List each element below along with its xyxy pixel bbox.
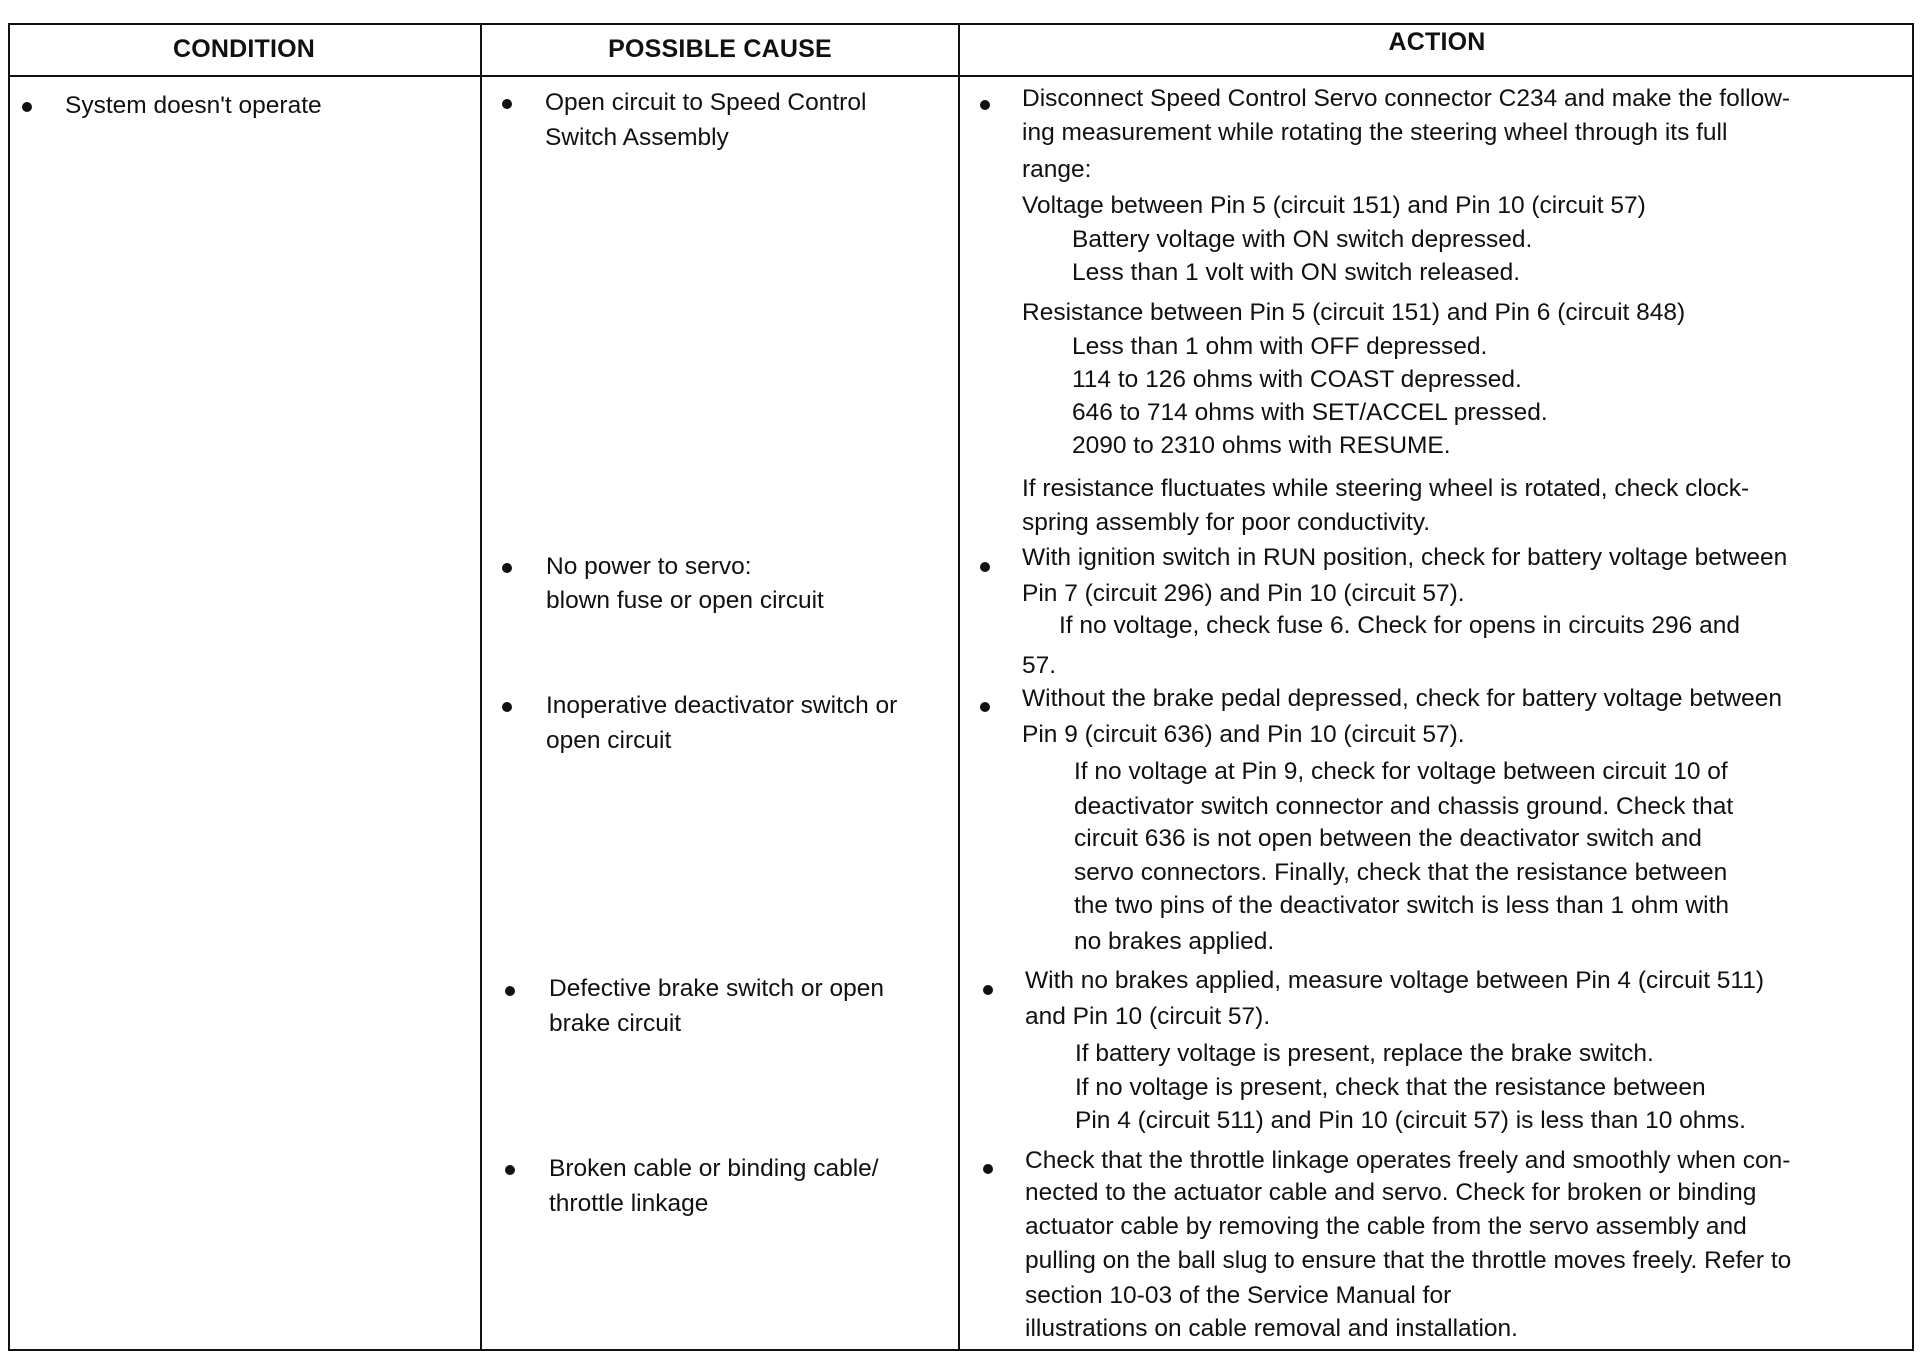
bullet-icon xyxy=(983,1164,993,1174)
cause-line: Inoperative deactivator switch or xyxy=(546,692,898,719)
cause-line: No power to servo: xyxy=(546,553,752,580)
cause-line: throttle linkage xyxy=(549,1190,709,1217)
bullet-icon xyxy=(22,102,32,112)
action-line: Less than 1 ohm with OFF depressed. xyxy=(1072,333,1488,360)
action-line: Pin 7 (circuit 296) and Pin 10 (circuit 57). xyxy=(1022,580,1465,607)
action-line: 57. xyxy=(1022,652,1057,679)
cause-line: Switch Assembly xyxy=(545,124,729,151)
bullet-icon xyxy=(502,563,512,573)
bullet-icon xyxy=(980,100,990,110)
cause-line: Broken cable or binding cable/ xyxy=(549,1155,879,1182)
action-line: Disconnect Speed Control Servo connector C234 and make the follow- xyxy=(1022,85,1791,112)
action-line: nected to the actuator cable and servo. Check for broken or binding xyxy=(1025,1179,1757,1206)
action-line: Pin 9 (circuit 636) and Pin 10 (circuit 57). xyxy=(1022,721,1465,748)
action-line: If battery voltage is present, replace the brake switch. xyxy=(1075,1040,1654,1067)
action-line: section 10-03 of the Service Manual for xyxy=(1025,1282,1452,1309)
action-line: If resistance fluctuates while steering wheel is rotated, check clock- xyxy=(1022,475,1750,502)
condition-text: System doesn't operate xyxy=(65,92,322,119)
header-action: ACTION xyxy=(1388,27,1486,56)
action-line: 646 to 714 ohms with SET/ACCEL pressed. xyxy=(1072,399,1548,426)
bullet-icon xyxy=(980,562,990,572)
action-line: If no voltage, check fuse 6. Check for opens in circuits 296 and xyxy=(1059,612,1740,639)
bullet-icon xyxy=(980,702,990,712)
bullet-icon xyxy=(983,985,993,995)
action-line: no brakes applied. xyxy=(1074,928,1275,955)
cause-line: Open circuit to Speed Control xyxy=(545,89,867,116)
header-condition: CONDITION xyxy=(172,34,316,63)
action-line: circuit 636 is not open between the deactivator switch and xyxy=(1074,825,1702,852)
action-line: deactivator switch connector and chassis ground. Check that xyxy=(1074,793,1734,820)
action-line: Voltage between Pin 5 (circuit 151) and Pin 10 (circuit 57) xyxy=(1022,192,1646,219)
action-line: and Pin 10 (circuit 57). xyxy=(1025,1003,1271,1030)
action-line: If no voltage is present, check that the resistance between xyxy=(1075,1074,1706,1101)
header-divider xyxy=(8,75,1914,77)
header-possible-cause: POSSIBLE CAUSE xyxy=(608,34,832,63)
action-line: With no brakes applied, measure voltage between Pin 4 (circuit 511) xyxy=(1025,967,1765,994)
action-line: Without the brake pedal depressed, check for battery voltage between xyxy=(1022,685,1782,712)
action-line: spring assembly for poor conductivity. xyxy=(1022,509,1431,536)
action-line: Less than 1 volt with ON switch released. xyxy=(1072,259,1521,286)
action-line: actuator cable by removing the cable from the servo assembly and xyxy=(1025,1213,1747,1240)
action-line: Pin 4 (circuit 511) and Pin 10 (circuit 57) is less than 10 ohms. xyxy=(1075,1107,1746,1134)
bullet-icon xyxy=(502,99,512,109)
bullet-icon xyxy=(505,1165,515,1175)
action-line: With ignition switch in RUN position, check for battery voltage between xyxy=(1022,544,1788,571)
action-line: Battery voltage with ON switch depressed. xyxy=(1072,226,1533,253)
action-line: the two pins of the deactivator switch is less than 1 ohm with xyxy=(1074,892,1730,919)
column-divider-2 xyxy=(958,23,960,1351)
action-line: 114 to 126 ohms with COAST depressed. xyxy=(1072,366,1522,393)
action-line: If no voltage at Pin 9, check for voltage between circuit 10 of xyxy=(1074,758,1728,785)
cause-line: brake circuit xyxy=(549,1010,682,1037)
column-divider-1 xyxy=(480,23,482,1351)
bullet-icon xyxy=(505,986,515,996)
bullet-icon xyxy=(502,702,512,712)
action-line: 2090 to 2310 ohms with RESUME. xyxy=(1072,432,1451,459)
cause-line: blown fuse or open circuit xyxy=(546,587,824,614)
cause-line: open circuit xyxy=(546,727,672,754)
action-line: servo connectors. Finally, check that the resistance between xyxy=(1074,859,1728,886)
action-line: illustrations on cable removal and installation. xyxy=(1025,1315,1518,1342)
action-line: pulling on the ball slug to ensure that the throttle moves freely. Refer to xyxy=(1025,1247,1792,1274)
action-line: Resistance between Pin 5 (circuit 151) and Pin 6 (circuit 848) xyxy=(1022,299,1686,326)
action-line: ing measurement while rotating the steering wheel through its full xyxy=(1022,119,1728,146)
cause-line: Defective brake switch or open xyxy=(549,975,884,1002)
action-line: Check that the throttle linkage operates freely and smoothly when con- xyxy=(1025,1147,1791,1174)
action-line: range: xyxy=(1022,156,1092,183)
